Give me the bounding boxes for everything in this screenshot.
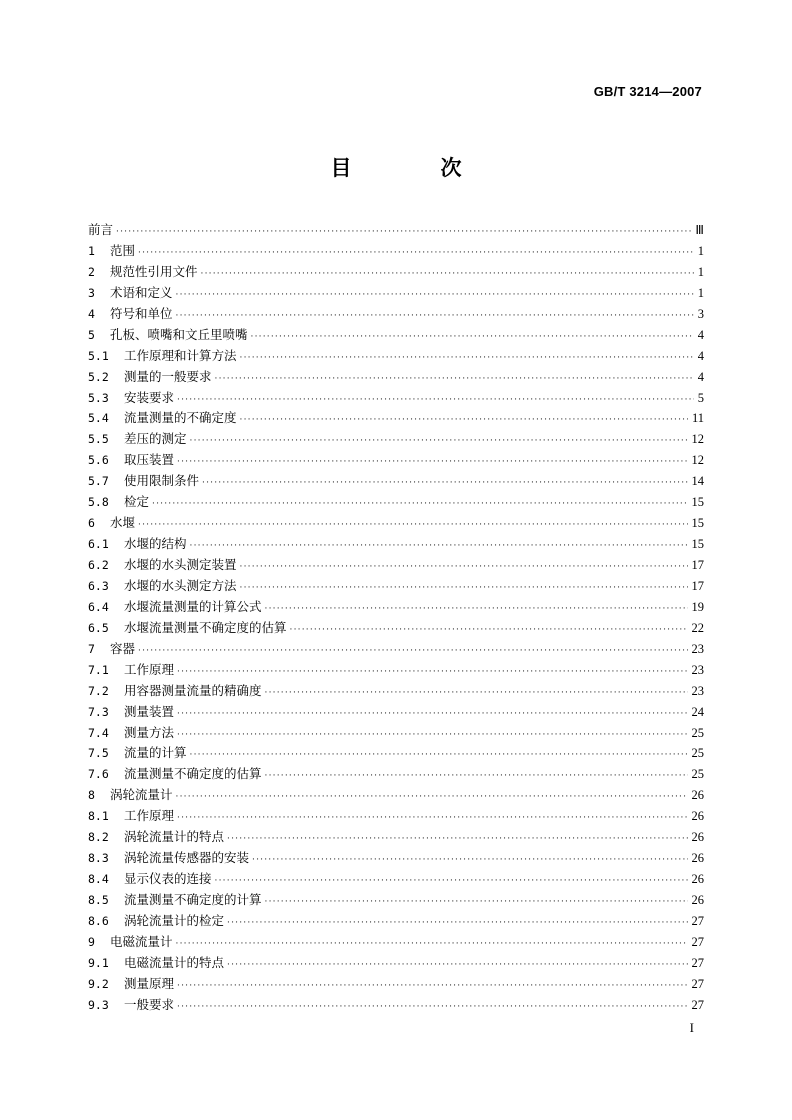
toc-entry-number: 5.3 — [88, 390, 109, 405]
toc-entry-label: 符号和单位 — [110, 305, 173, 321]
toc-leader-dots — [240, 562, 688, 572]
toc-entry-number: 5.6 — [88, 453, 109, 468]
toc-leader-dots — [227, 918, 687, 928]
toc-entry-label: 容器 — [110, 640, 136, 656]
toc-leader-dots — [138, 520, 687, 530]
toc-entry-number: 7.1 — [88, 662, 109, 677]
toc-entry-label: 涡轮流量计 — [110, 787, 173, 803]
toc-entry-page: 14 — [691, 474, 704, 489]
toc-entry-label: 水堰 — [110, 515, 136, 531]
toc-leader-dots — [177, 395, 694, 405]
toc-entry-page: 5 — [697, 390, 704, 405]
toc-leader-dots — [138, 248, 694, 258]
toc-entry-number: 3 — [88, 285, 95, 300]
toc-entry[interactable] — [88, 660, 704, 681]
toc-entry-number: 8.4 — [88, 872, 109, 887]
toc-entry[interactable] — [88, 618, 704, 639]
toc-leader-dots — [138, 646, 687, 656]
standard-code: GB/T 3214—2007 — [593, 84, 702, 99]
toc-entry-number: 5.5 — [88, 432, 109, 447]
toc-entry-page: 17 — [691, 578, 704, 593]
toc-leader-dots — [177, 667, 687, 677]
page-number: I — [689, 1020, 694, 1035]
toc-entry-page: 12 — [691, 453, 704, 468]
toc-entry-page: 26 — [691, 788, 704, 803]
toc-entry-number: 9.2 — [88, 976, 109, 991]
toc-entry-number: 8.6 — [88, 913, 109, 928]
toc-entry[interactable] — [88, 262, 704, 283]
toc-entry-page: 23 — [691, 683, 704, 698]
toc-entry-number: 6.3 — [88, 578, 109, 593]
toc-entry[interactable] — [88, 408, 704, 429]
toc-entry[interactable] — [88, 367, 704, 388]
toc-entry-label: 范围 — [110, 242, 136, 258]
toc-entry[interactable] — [88, 471, 704, 492]
toc-entry-page: 4 — [697, 348, 704, 363]
toc-entry-page: 23 — [691, 641, 704, 656]
toc-entry-number: 9 — [88, 934, 95, 949]
toc-entry[interactable] — [88, 513, 704, 534]
toc-entry-page: 24 — [691, 704, 704, 719]
toc-entry-number: 8.5 — [88, 893, 109, 907]
toc-entry-label: 涡轮流量计的检定 — [124, 912, 225, 928]
toc-entry-page: 25 — [691, 725, 704, 740]
toc-entry[interactable] — [88, 806, 704, 827]
toc-leader-dots — [215, 876, 688, 886]
toc-entry-page: 1 — [697, 285, 704, 300]
toc-entry-page: 26 — [691, 872, 704, 887]
toc-entry[interactable] — [88, 681, 704, 702]
toc-entry-page: Ⅲ — [695, 223, 704, 237]
toc-entry[interactable] — [88, 785, 704, 806]
toc-leader-dots — [177, 1002, 687, 1012]
toc-entry-number: 7.5 — [88, 746, 109, 761]
toc-leader-dots — [265, 604, 688, 614]
toc-entry-page: 11 — [691, 411, 704, 426]
toc-leader-dots — [176, 939, 688, 949]
toc-entry-label: 涡轮流量计的特点 — [124, 829, 225, 845]
toc-entry-number: 5.8 — [88, 495, 109, 510]
toc-entry-number: 6 — [88, 516, 95, 531]
toc-leader-dots — [177, 981, 687, 991]
toc-entry-number: 6.2 — [88, 558, 109, 572]
toc-leader-dots — [265, 688, 688, 698]
toc-entry[interactable] — [88, 827, 704, 848]
toc-entry[interactable] — [88, 890, 704, 911]
table-of-contents — [88, 220, 704, 1016]
toc-entry[interactable] — [88, 974, 704, 995]
toc-entry-number: 5.4 — [88, 411, 109, 426]
toc-entry-label: 测量方法 — [124, 724, 175, 740]
toc-entry[interactable] — [88, 241, 704, 262]
toc-entry-page: 4 — [697, 327, 704, 342]
toc-leader-dots — [240, 415, 688, 425]
toc-leader-dots — [190, 541, 688, 551]
toc-entry[interactable] — [88, 702, 704, 723]
toc-entry-label: 流量测量不确定度的计算 — [124, 892, 262, 907]
toc-entry-number: 5.7 — [88, 474, 109, 489]
toc-entry-number: 8.1 — [88, 809, 109, 824]
toc-entry-label: 工作原理 — [124, 808, 175, 824]
toc-entry[interactable] — [88, 283, 704, 304]
toc-entry-number: 7 — [88, 641, 95, 656]
toc-entry-label: 工作原理和计算方法 — [124, 347, 237, 363]
toc-entry-label: 工作原理 — [124, 661, 175, 677]
toc-entry-page: 1 — [697, 264, 704, 279]
toc-entry-number: 5.1 — [88, 348, 109, 363]
toc-entry[interactable] — [88, 492, 704, 513]
toc-entry-page: 17 — [691, 558, 704, 572]
toc-entry-label: 涡轮流量传感器的安装 — [124, 850, 250, 866]
toc-entry-label: 一般要求 — [124, 996, 175, 1012]
toc-entry-number: 8.3 — [88, 851, 109, 866]
toc-entry-page: 26 — [691, 893, 704, 907]
toc-leader-dots — [177, 730, 687, 740]
toc-leader-dots — [227, 960, 687, 970]
toc-entry-page: 4 — [697, 369, 704, 384]
toc-entry-label: 流量测量的不确定度 — [124, 410, 237, 426]
toc-entry-number: 5.2 — [88, 369, 109, 384]
toc-leader-dots — [251, 332, 694, 342]
toc-entry-label: 用容器测量流量的精确度 — [124, 682, 262, 698]
toc-entry[interactable] — [88, 555, 704, 576]
toc-entry-page: 3 — [697, 306, 704, 321]
toc-entry-label: 使用限制条件 — [124, 473, 200, 489]
toc-entry-number: 1 — [88, 243, 95, 258]
toc-entry[interactable] — [88, 911, 704, 932]
toc-entry-page: 26 — [691, 809, 704, 824]
toc-entry-label: 测量装置 — [124, 703, 175, 719]
toc-entry-number: 6.5 — [88, 620, 109, 635]
toc-leader-dots — [240, 583, 688, 593]
toc-entry-label: 取压装置 — [124, 452, 175, 468]
toc-entry-number: 9.1 — [88, 955, 109, 970]
toc-entry[interactable] — [88, 848, 704, 869]
toc-leader-dots — [227, 834, 687, 844]
toc-entry[interactable] — [88, 576, 704, 597]
toc-leader-dots — [176, 290, 694, 300]
toc-entry-page: 12 — [691, 432, 704, 447]
toc-entry-label: 流量的计算 — [124, 745, 187, 761]
toc-entry[interactable] — [88, 723, 704, 744]
toc-entry-label: 水堰的水头测定方法 — [124, 577, 237, 593]
toc-entry-label: 电磁流量计 — [110, 933, 173, 949]
toc-entry-number: 7.3 — [88, 704, 109, 719]
toc-entry[interactable] — [88, 869, 704, 890]
toc-entry[interactable] — [88, 450, 704, 471]
toc-entry-page: 22 — [691, 620, 704, 635]
toc-leader-dots — [265, 897, 688, 907]
toc-entry-number: 7.6 — [88, 767, 109, 782]
toc-entry-label: 前言 — [88, 222, 114, 237]
toc-leader-dots — [201, 269, 694, 279]
toc-entry-page: 15 — [691, 516, 704, 531]
toc-entry-label: 差压的测定 — [124, 431, 187, 447]
toc-leader-dots — [190, 436, 688, 446]
toc-entry-page: 26 — [691, 851, 704, 866]
toc-leader-dots — [215, 374, 694, 384]
toc-leader-dots — [177, 457, 687, 467]
toc-entry-label: 规范性引用文件 — [110, 263, 198, 279]
toc-entry[interactable] — [88, 639, 704, 660]
toc-entry-page: 27 — [691, 997, 704, 1012]
toc-entry[interactable] — [88, 220, 704, 241]
toc-leader-dots — [152, 499, 687, 509]
toc-entry-number: 8 — [88, 788, 95, 803]
toc-entry-label: 水堰流量测量不确定度的估算 — [124, 619, 287, 635]
toc-entry[interactable] — [88, 953, 704, 974]
toc-entry[interactable] — [88, 743, 704, 764]
toc-entry-number: 4 — [88, 306, 95, 321]
toc-leader-dots — [252, 855, 687, 865]
toc-entry-page: 27 — [691, 934, 704, 949]
toc-entry-label: 电磁流量计的特点 — [124, 954, 225, 970]
toc-entry-number: 7.2 — [88, 683, 109, 698]
toc-leader-dots — [265, 771, 688, 781]
toc-leader-dots — [290, 625, 688, 635]
toc-entry-page: 15 — [691, 495, 704, 510]
toc-leader-dots — [116, 227, 691, 237]
toc-entry-label: 术语和定义 — [110, 284, 173, 300]
toc-entry[interactable] — [88, 429, 704, 450]
toc-entry[interactable] — [88, 534, 704, 555]
toc-entry-label: 水堰流量测量的计算公式 — [124, 598, 262, 614]
toc-entry[interactable] — [88, 388, 704, 409]
toc-entry-page: 25 — [691, 746, 704, 761]
toc-entry-number: 9.3 — [88, 997, 109, 1012]
toc-entry-page: 15 — [691, 537, 704, 552]
toc-entry-page: 27 — [691, 913, 704, 928]
toc-entry[interactable] — [88, 304, 704, 325]
toc-entry-number: 6.1 — [88, 537, 109, 552]
toc-leader-dots — [177, 709, 687, 719]
toc-entry-label: 检定 — [124, 494, 150, 510]
toc-entry[interactable] — [88, 346, 704, 367]
toc-leader-dots — [240, 353, 694, 363]
toc-entry-number: 7.4 — [88, 725, 109, 740]
toc-entry[interactable] — [88, 764, 704, 785]
toc-leader-dots — [177, 813, 687, 823]
toc-entry-number: 8.2 — [88, 830, 109, 845]
toc-entry-label: 水堰的结构 — [124, 536, 187, 552]
toc-leader-dots — [202, 478, 687, 488]
toc-entry-label: 测量原理 — [124, 975, 175, 991]
toc-entry-number: 2 — [88, 264, 95, 279]
toc-leader-dots — [176, 311, 694, 321]
toc-leader-dots — [190, 750, 688, 760]
toc-entry-page: 19 — [691, 599, 704, 614]
toc-entry-number: 5 — [88, 327, 95, 342]
toc-entry-page: 27 — [691, 955, 704, 970]
toc-entry-page: 26 — [691, 830, 704, 845]
toc-entry-label: 显示仪表的连接 — [124, 871, 212, 887]
toc-entry[interactable] — [88, 325, 704, 346]
toc-entry-label: 测量的一般要求 — [124, 368, 212, 384]
toc-entry-number: 6.4 — [88, 599, 109, 614]
toc-entry[interactable] — [88, 597, 704, 618]
toc-entry-label: 流量测量不确定度的估算 — [124, 766, 262, 782]
toc-entry-page: 25 — [691, 767, 704, 782]
toc-entry-page: 27 — [691, 976, 704, 991]
toc-entry-page: 23 — [691, 662, 704, 677]
toc-entry-label: 安装要求 — [124, 389, 175, 405]
toc-entry-label: 孔板、喷嘴和文丘里喷嘴 — [110, 326, 248, 342]
toc-entry[interactable] — [88, 932, 704, 953]
toc-entry-page: 1 — [697, 243, 704, 258]
toc-entry[interactable] — [88, 995, 704, 1016]
toc-entry-label: 水堰的水头测定装置 — [124, 557, 237, 572]
toc-leader-dots — [176, 792, 688, 802]
page-title: 目 次 — [330, 156, 496, 180]
